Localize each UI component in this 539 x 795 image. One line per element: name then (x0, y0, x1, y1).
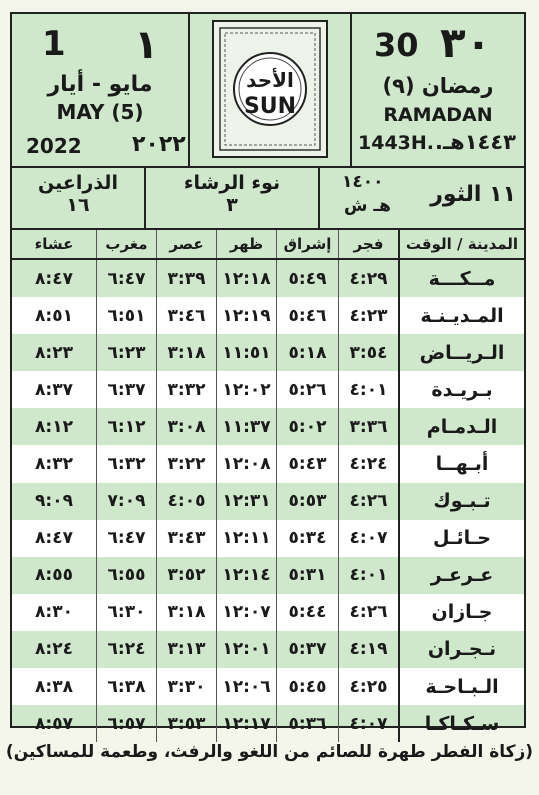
cell-fajr: ٤:٢٦ (338, 594, 398, 631)
cell-isha: ٨:٤٧ (35, 268, 73, 289)
cell-fajr: ٤:٠٧ (338, 520, 398, 557)
cell-asr: ٣:٤٣ (156, 520, 216, 557)
cell-isha: ٨:٢٤ (35, 639, 73, 660)
cell-maghrib: ٧:٠٩ (96, 483, 156, 520)
cell-city: نـجـران (398, 631, 524, 668)
table-row (12, 668, 524, 705)
cell-shuruq: ٥:٤٦ (276, 297, 338, 334)
cell-maghrib: ٦:٤٧ (96, 520, 156, 557)
cell-fajr: ٤:٠٧ (338, 705, 398, 742)
table-row (12, 260, 524, 297)
cell-isha: ٨:٢٣ (35, 342, 73, 363)
cell-dhuhr: ١٢:٠٦ (216, 668, 276, 705)
season-info-row (12, 166, 524, 230)
thawr-label: ١١ الثور (430, 182, 516, 207)
hijri-day-en: 30 (374, 26, 419, 64)
solar-year-abbr: هـ ش (344, 196, 391, 216)
cell-city: حـائـل (398, 520, 524, 557)
footer-quote: (زكاة الفطر طهرة للصائم من اللغو والرفث، وطعمة للمساكين) (5, 742, 534, 762)
cell-fajr: ٤:٢٤ (338, 445, 398, 482)
cell-dhuhr: ١١:٣٧ (216, 408, 276, 445)
cell-city: مــكـــة (398, 260, 524, 297)
table-row (12, 557, 524, 594)
cell-maghrib: ٦:٥٧ (96, 705, 156, 742)
cell-maghrib: ٦:٤٧ (96, 260, 156, 297)
thawr-cell (320, 168, 524, 228)
cell-dhuhr: ١١:٥١ (216, 334, 276, 371)
header-city: المدينة / الوقت (398, 230, 524, 258)
rasha-cell (146, 168, 320, 228)
table-row (12, 594, 524, 631)
gregorian-day-ar: ١ (134, 22, 159, 68)
cell-asr: ٣:٤٦ (156, 297, 216, 334)
gregorian-month-ar: مايو - أيار (47, 72, 153, 97)
cell-city: أبـهــا (398, 445, 524, 482)
cell-dhuhr: ١٢:١٧ (216, 705, 276, 742)
cell-asr: ٣:٣٠ (156, 668, 216, 705)
cell-maghrib: ٦:٣٨ (96, 668, 156, 705)
cell-dhuhr: ١٢:٠٧ (216, 594, 276, 631)
cell-dhuhr: ١٢:٠٨ (216, 445, 276, 482)
cell-asr: ٣:١٨ (156, 594, 216, 631)
cell-isha: ٨:٣٠ (35, 602, 73, 623)
table-row (12, 520, 524, 557)
cell-asr: ٣:١٣ (156, 631, 216, 668)
cell-shuruq: ٥:٤٣ (276, 445, 338, 482)
cell-shuruq: ٥:٣٤ (276, 520, 338, 557)
logo-box (190, 14, 350, 166)
cell-isha: ٨:٥٥ (35, 565, 73, 586)
cell-asr: ٣:٣٩ (156, 260, 216, 297)
cell-isha: ٨:١٢ (35, 416, 73, 437)
cell-shuruq: ٥:٤٤ (276, 594, 338, 631)
table-row (12, 483, 524, 520)
cell-dhuhr: ١٢:٣١ (216, 483, 276, 520)
gregorian-year-ar: ٢٠٢٢ (132, 132, 186, 157)
header-asr: عصر (156, 230, 216, 258)
cell-city: المـديـنـة (398, 297, 524, 334)
cell-asr: ٤:٠٥ (156, 483, 216, 520)
cell-isha: ٨:٣٢ (35, 454, 73, 475)
table-row (12, 445, 524, 482)
cell-maghrib: ٦:٢٤ (96, 631, 156, 668)
cell-maghrib: ٦:٣٠ (96, 594, 156, 631)
thiraeen-label: الذراعين (38, 172, 118, 194)
table-body (12, 260, 524, 742)
cell-dhuhr: ١٢:٠٢ (216, 371, 276, 408)
solar-year: ١٤٠٠ (342, 172, 384, 192)
cell-isha: ٨:٣٧ (35, 379, 73, 400)
table-row (12, 705, 524, 742)
thiraeen-value: ١٦ (66, 194, 90, 216)
table-row (12, 371, 524, 408)
cell-fajr: ٤:١٩ (338, 631, 398, 668)
header-dhuhr: ظهر (216, 230, 276, 258)
cell-asr: ٣:٥٢ (156, 557, 216, 594)
cell-asr: ٣:٢٢ (156, 445, 216, 482)
prayer-times-table (12, 230, 524, 742)
cell-shuruq: ٥:٤٥ (276, 668, 338, 705)
hijri-month-en: RAMADAN (383, 104, 493, 126)
calendar-card (10, 12, 526, 735)
cell-shuruq: ٥:٣٦ (276, 705, 338, 742)
thiraeen-cell (12, 168, 146, 228)
header-isha: عشاء (34, 235, 74, 253)
table-header-row (12, 230, 524, 260)
cell-city: الـبـاحـة (398, 668, 524, 705)
cell-shuruq: ٥:٥٣ (276, 483, 338, 520)
cell-fajr: ٣:٣٦ (338, 408, 398, 445)
cell-dhuhr: ١٢:١٩ (216, 297, 276, 334)
cell-shuruq: ٥:٣٧ (276, 631, 338, 668)
gregorian-month-en: MAY (5) (56, 100, 144, 124)
cell-city: عـرعـر (398, 557, 524, 594)
cell-isha: ٨:٥١ (35, 305, 73, 326)
cell-maghrib: ٦:٢٣ (96, 334, 156, 371)
cell-fajr: ٣:٥٤ (338, 334, 398, 371)
cell-maghrib: ٦:٣٧ (96, 371, 156, 408)
header-maghrib: مغرب (96, 230, 156, 258)
hijri-year-en: 1443H. (358, 132, 434, 154)
table-row (12, 408, 524, 445)
table-row (12, 631, 524, 668)
rasha-label: نوء الرشاء (183, 172, 281, 194)
cell-city: تـبـوك (398, 483, 524, 520)
cell-maghrib: ٦:٣٢ (96, 445, 156, 482)
cell-maghrib: ٦:٥١ (96, 297, 156, 334)
cell-shuruq: ٥:٣١ (276, 557, 338, 594)
cell-city: الـدمـام (398, 408, 524, 445)
cell-shuruq: ٥:٤٩ (276, 260, 338, 297)
cell-fajr: ٤:٢٣ (338, 297, 398, 334)
table-row (12, 334, 524, 371)
cell-fajr: ٤:٢٦ (338, 483, 398, 520)
calendar-logo (212, 20, 328, 158)
gregorian-year-en: 2022 (26, 134, 82, 158)
cell-isha: ٨:٥٧ (35, 713, 73, 734)
cell-dhuhr: ١٢:١١ (216, 520, 276, 557)
cell-city: الـريــاض (398, 334, 524, 371)
cell-fajr: ٤:٠١ (338, 371, 398, 408)
cell-isha: ٨:٤٧ (35, 528, 73, 549)
cell-maghrib: ٦:١٢ (96, 408, 156, 445)
cell-asr: ٣:٠٨ (156, 408, 216, 445)
cell-isha: ٩:٠٩ (35, 491, 73, 512)
hijri-day-ar: ٣٠ (440, 18, 492, 67)
cell-shuruq: ٥:٠٢ (276, 408, 338, 445)
logo-title-ar: الأحد (246, 68, 294, 92)
gregorian-day-en: 1 (42, 24, 66, 64)
cell-asr: ٣:١٨ (156, 334, 216, 371)
hijri-date-box (350, 14, 524, 166)
rasha-value: ٣ (226, 194, 238, 216)
cell-isha: ٨:٣٨ (35, 676, 73, 697)
cell-dhuhr: ١٢:١٤ (216, 557, 276, 594)
cell-city: سـكـاكـا (398, 705, 524, 742)
table-row (12, 297, 524, 334)
hijri-year-ar: ١٤٤٣هـ. (435, 130, 516, 154)
cell-fajr: ٤:٢٩ (338, 260, 398, 297)
cell-dhuhr: ١٢:١٨ (216, 260, 276, 297)
logo-title-en: SUN (243, 94, 297, 119)
cell-fajr: ٤:٢٥ (338, 668, 398, 705)
gregorian-date-box (12, 14, 190, 166)
cell-maghrib: ٦:٥٥ (96, 557, 156, 594)
header-shuruq: إشراق (276, 230, 338, 258)
cell-shuruq: ٥:١٨ (276, 334, 338, 371)
cell-asr: ٣:٣٢ (156, 371, 216, 408)
header-fajr: فجر (338, 230, 398, 258)
cell-city: بـريـدة (398, 371, 524, 408)
hijri-month-ar: رمضان (٩) (382, 74, 494, 98)
cell-dhuhr: ١٢:٠١ (216, 631, 276, 668)
cell-asr: ٣:٥٣ (156, 705, 216, 742)
cell-city: جـازان (398, 594, 524, 631)
calendar-header (12, 14, 524, 166)
cell-shuruq: ٥:٢٦ (276, 371, 338, 408)
cell-fajr: ٤:٠١ (338, 557, 398, 594)
